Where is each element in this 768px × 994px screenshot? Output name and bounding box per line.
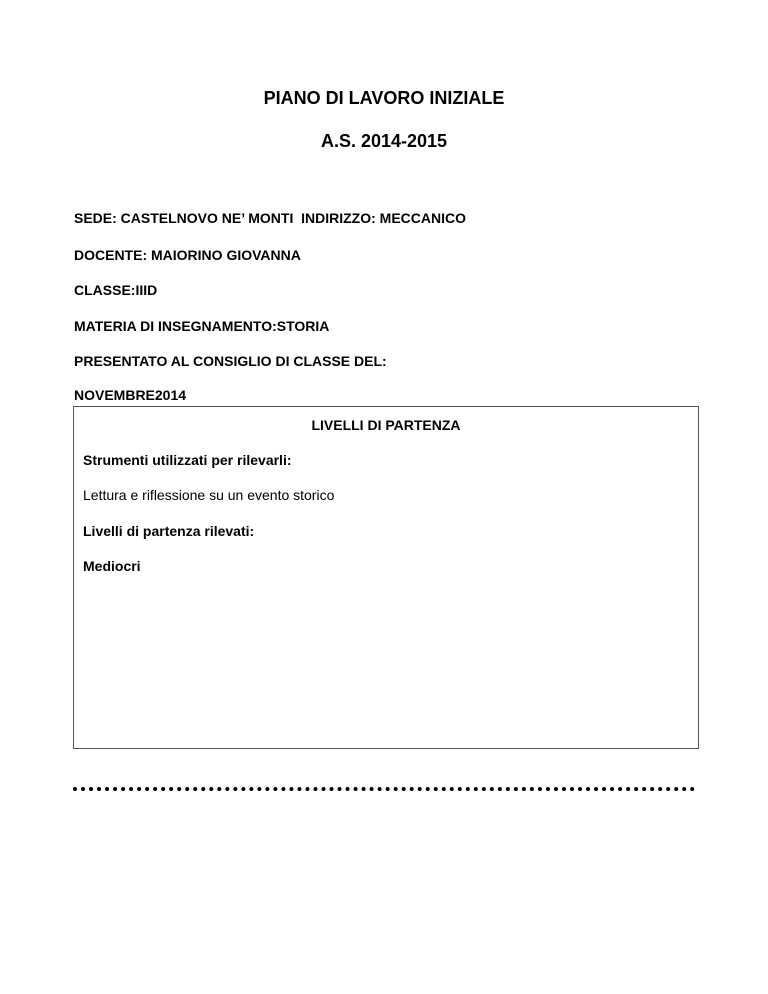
sede-indirizzo-field: SEDE: CASTELNOVO NE’ MONTI INDIRIZZO: MECCANICO — [74, 210, 467, 226]
livelli-rilevati-value: Mediocri — [83, 558, 141, 574]
strumenti-value: Lettura e riflessione su un evento storico — [83, 487, 335, 503]
docente-field: DOCENTE: MAIORINO GIOVANNA — [74, 247, 301, 263]
livelli-rilevati-label: Livelli di partenza rilevati: — [83, 523, 255, 539]
school-year: A.S. 2014-2015 — [320, 131, 448, 151]
presentato-field: PRESENTATO AL CONSIGLIO DI CLASSE DEL: — [74, 353, 387, 369]
date-field: NOVEMBRE2014 — [74, 387, 187, 403]
dotted-separator — [73, 787, 695, 791]
document-title: PIANO DI LAVORO INIZIALE — [263, 88, 505, 108]
livelli-heading: LIVELLI DI PARTENZA — [311, 417, 461, 433]
livelli-di-partenza-box — [73, 406, 699, 749]
classe-field: CLASSE:IIID — [74, 282, 158, 298]
materia-field: MATERIA DI INSEGNAMENTO:STORIA — [74, 318, 330, 334]
strumenti-label: Strumenti utilizzati per rilevarli: — [83, 452, 292, 468]
